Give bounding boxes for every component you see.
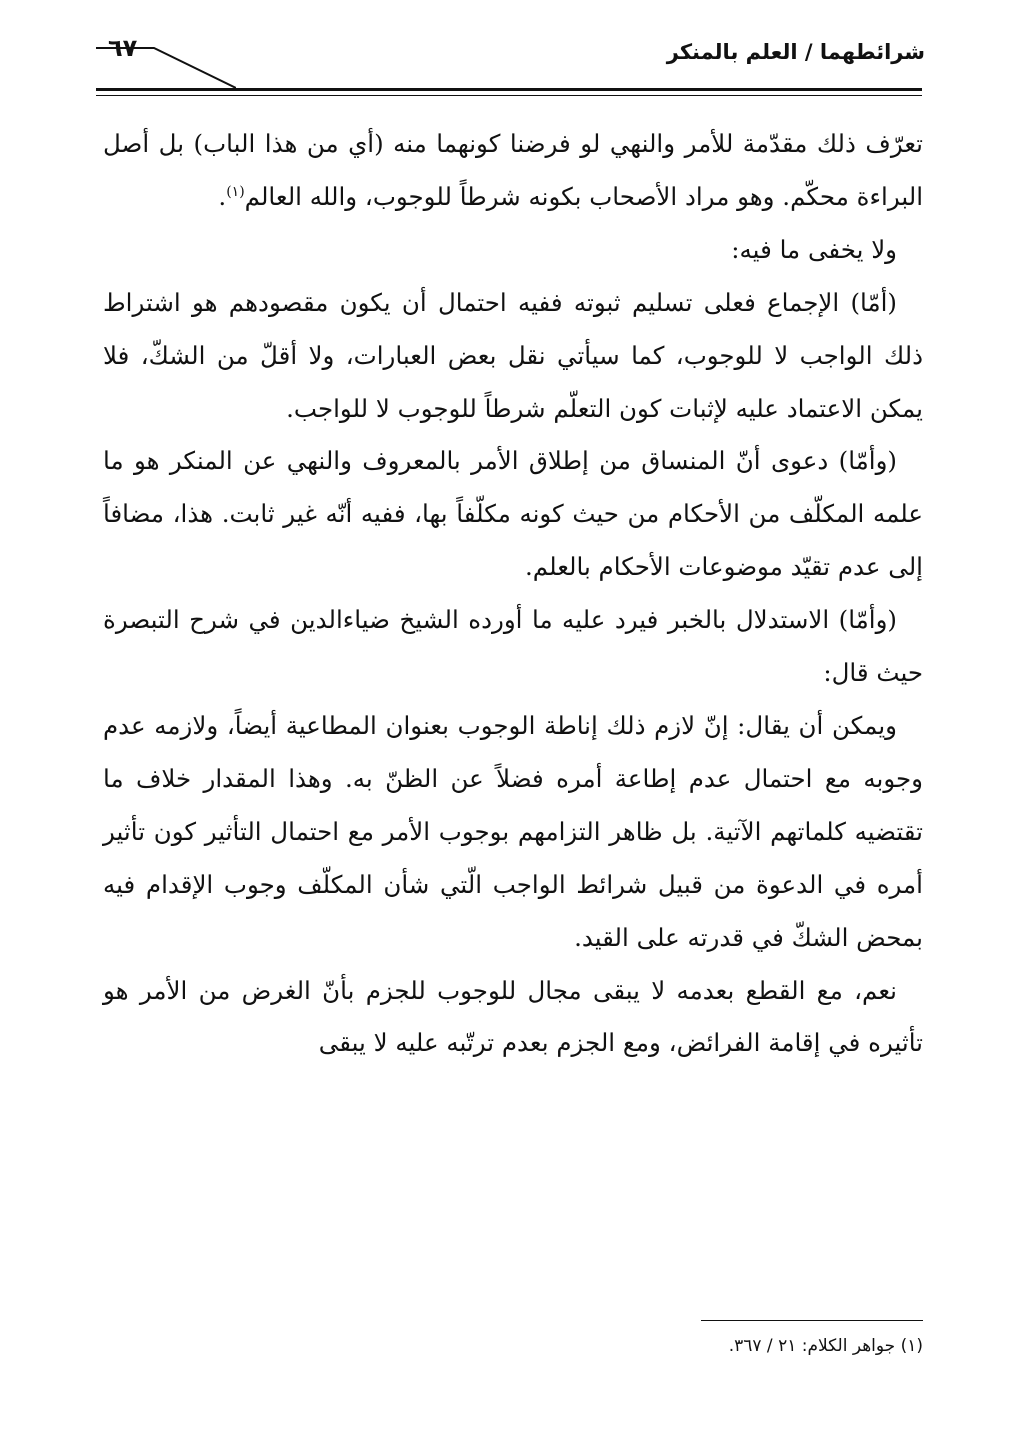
- header-rule-thin: [96, 95, 922, 96]
- page-number: ٦٧: [108, 34, 138, 62]
- paragraph-1: [103, 118, 923, 224]
- paragraph-3: (أمّا) الإجماع فعلى تسليم ثبوته ففيه احتمال أن يكون مقصودهم هو اشتراط ذلك الواجب لا للوجوب، كما سيأتي نقل بعض العبارات، ولا أقلّ من الشكّ، فلا يمكن الاعتماد عليه لإثبات كون التعلّم شرطاً للوجوب لا للواجب.: [103, 287, 923, 423]
- paragraph-1-text: تعرّف ذلك مقدّمة للأمر والنهي لو فرضنا كونهما منه (أي من هذا الباب) بل أصل البراءة محكّم. وهو مراد الأصحاب بكونه شرطاً للوجوب، والله العالم: [103, 129, 923, 211]
- footnote-marker: (١): [226, 183, 245, 200]
- paragraph-5: (وأمّا) الاستدلال بالخبر فيرد عليه ما أورده الشيخ ضياءالدين في شرح التبصرة حيث قال:: [103, 605, 923, 688]
- paragraph-1-end: .: [218, 181, 227, 211]
- paragraph-2: ولا يخفى ما فيه:: [731, 234, 897, 264]
- paragraph-4: (وأمّا) دعوى أنّ المنساق من إطلاق الأمر بالمعروف والنهي عن المنكر هو ما علمه المكلّف من الأحكام من حيث كونه مكلّفاً بها، ففيه أنّه غير ثابت. هذا، مضافاً إلى عدم تقيّد موضوعات الأحكام بالعلم.: [103, 446, 923, 582]
- paragraph-7: نعم، مع القطع بعدمه لا يبقى مجال للوجوب للجزم بأنّ الغرض من الأمر هو تأثيره في إقامة الفرائض، ومع الجزم بعدم ترتّبه عليه لا يبقى: [103, 975, 923, 1058]
- footnote-separator: [701, 1320, 923, 1321]
- header-rule-thick: [96, 88, 922, 91]
- paragraph-6: ويمكن أن يقال: إنّ لازم ذلك إناطة الوجوب بعنوان المطاعية أيضاً، ولازمه عدم وجوبه مع احتمال عدم إطاعة أمره فضلاً عن الظنّ به. وهذا المقدار خلاف ما تقتضيه كلماتهم الآتية. بل ظاهر التزامهم بوجوب الأمر مع احتمال التأثير كون تأثير أمره في الدعوة من قبيل شرائط الواجب الّتي شأن المكلّف وجوب الإقدام فيه بمحض الشكّ في قدرته على القيد.: [103, 710, 923, 952]
- main-text: [103, 118, 923, 1070]
- footnote: (١) جواهر الكلام: ٢١ / ٣٦٧.: [728, 1336, 923, 1356]
- running-header-title: شرائطهما / العلم بالمنكر: [666, 40, 925, 64]
- header-tab-decoration: [96, 44, 236, 92]
